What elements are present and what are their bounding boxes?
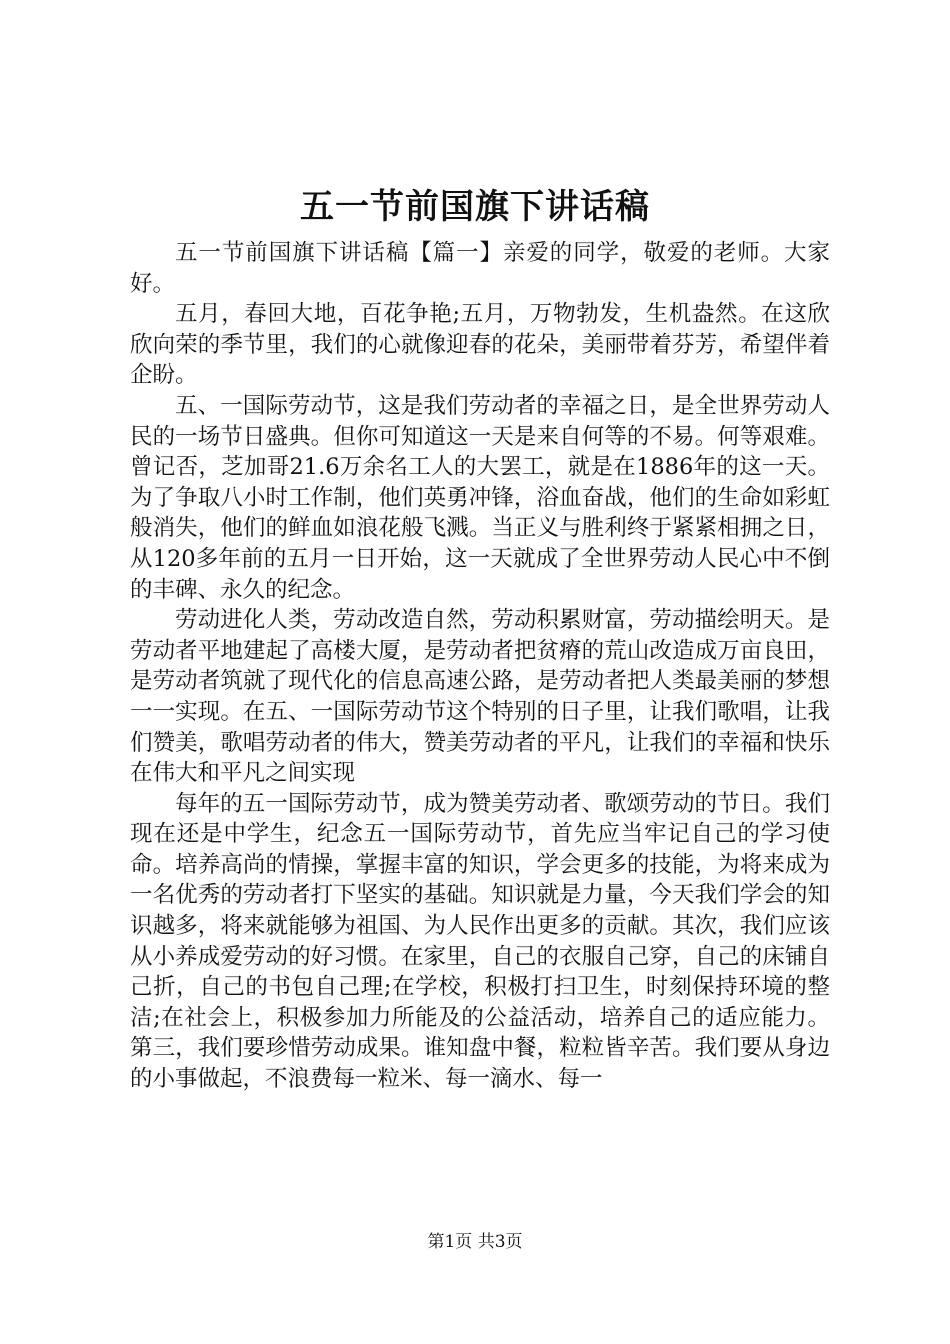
page-title: 五一节前国旗下讲话稿 [300,187,650,227]
page-number-footer: 第1页 共3页 [427,1232,523,1252]
document-body [130,238,830,1095]
paragraph-3: 五、一国际劳动节，这是我们劳动者的幸福之日，是全世界劳动人民的一场节日盛典。但你可知道这一天是来自何等的不易。何等艰难。曾记否，芝加哥21.6万余名工人的大罢工，就是在1886年的这一天。为了争取八小时工作制，他们英勇冲锋，浴血奋战，他们的生命如彩虹般消失，他们的鲜血如浪花般飞溅。当正义与胜利终于紧紧相拥之日，从120多年前的五月一日开始，这一天就成了全世界劳动人民心中不倒的丰碑、永久的纪念。 [130,392,830,603]
paragraph-1: 五一节前国旗下讲话稿【篇一】亲爱的同学，敬爱的老师。大家好。 [130,240,830,297]
paragraph-5: 每年的五一国际劳动节，成为赞美劳动者、歌颂劳动的节日。我们现在还是中学生，纪念五一国际劳动节，首先应当牢记自己的学习使命。培养高尚的情操，掌握丰富的知识，学会更多的技能，为将来成为一名优秀的劳动者打下坚实的基础。知识就是力量，今天我们学会的知识越多，将来就能够为祖国、为人民作出更多的贡献。其次，我们应该从小养成爱劳动的好习惯。在家里，自己的衣服自己穿，自己的床铺自己折，自己的书包自己理;在学校，积极打扫卫生，时刻保持环境的整洁;在社会上，积极参加力所能及的公益活动，培养自己的适应能力。第三，我们要珍惜劳动成果。谁知盘中餐，粒粒皆辛苦。我们要从身边的小事做起，不浪费每一粒米、每一滴水、每一 [130,790,830,1093]
paragraph-2: 五月，春回大地，百花争艳;五月，万物勃发，生机盎然。在这欣欣向荣的季节里，我们的心就像迎春的花朵，美丽带着芬芳，希望伴着企盼。 [130,301,830,389]
paragraph-4: 劳动进化人类，劳动改造自然，劳动积累财富，劳动描绘明天。是劳动者平地建起了高楼大厦，是劳动者把贫瘠的荒山改造成万亩良田，是劳动者筑就了现代化的信息高速公路，是劳动者把人类最美丽的梦想一一实现。在五、一国际劳动节这个特别的日子里，让我们歌唱，让我们赞美，歌唱劳动者的伟大，赞美劳动者的平凡，让我们的幸福和快乐在伟大和平凡之间实现 [130,607,830,787]
